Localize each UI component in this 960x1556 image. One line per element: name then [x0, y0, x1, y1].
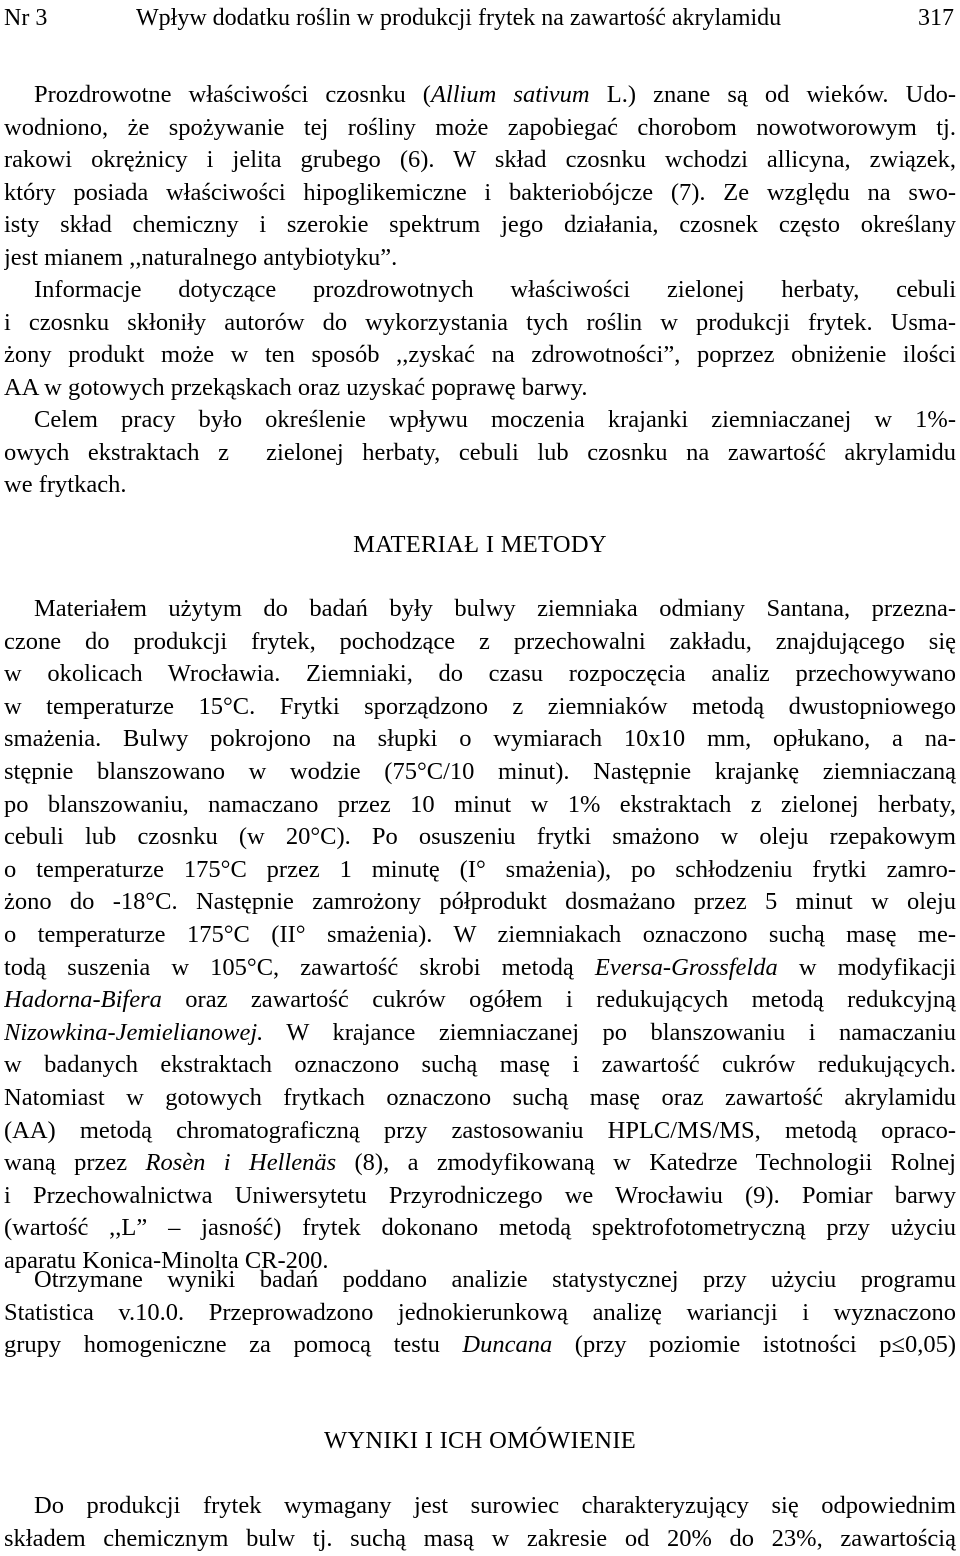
- issue-number: Nr 3: [4, 5, 48, 31]
- text-line: żony produkt może w ten sposób ,,zyskać na zdrowotności”, poprzez obniżenie ilości: [4, 341, 956, 369]
- methods-paragraph: [4, 593, 956, 1277]
- text-line: smażenia. Bulwy pokrojono na słupki o wymiarach 10x10 mm, opłukano, a na-: [4, 725, 956, 753]
- text-line: żono do -18°C. Następnie zamrożony półprodukt dosmażano przez 5 minut w oleju: [4, 888, 956, 916]
- text-line: Informacje dotyczące prozdrowotnych właściwości zielonej herbaty, cebuli: [34, 276, 956, 303]
- text-line: (wartość ,,L” – jasność) frytek dokonano metodą spektrofotometryczną przy użyciu: [4, 1214, 956, 1242]
- running-header: [4, 2, 954, 34]
- intro-paragraph-motivation: [4, 274, 956, 404]
- statistics-paragraph: [4, 1264, 956, 1362]
- text-line: wodniono, że spożywanie tej rośliny może zapobiegać chorobom nowotworowym tj.: [4, 113, 956, 141]
- text-line: waną przez Rosèn i Hellenäs (8), a zmodyfikowaną w Katedrze Technologii Rolnej: [4, 1149, 956, 1177]
- page-number: 317: [918, 5, 954, 31]
- section-heading-methods: MATERIAŁ I METODY: [353, 531, 607, 558]
- text-line: w temperaturze 15°C. Frytki sporządzono z ziemniaków metodą dwustopniowego: [4, 692, 956, 720]
- results-paragraph: [4, 1490, 956, 1555]
- method-author-name: Nizowkina-Jemielianowej.: [4, 1018, 264, 1046]
- text-line: po blanszowaniu, namaczano przez 10 minut w 1% ekstraktach z zielonej herbaty,: [4, 790, 956, 818]
- text-line: grupy homogeniczne za pomocą testu Duncana (przy poziomie istotności p≤0,05): [4, 1331, 956, 1359]
- text-line: isty skład chemiczny i szerokie spektrum jego działania, czosnek często określany: [4, 211, 956, 239]
- text-line: cebuli lub czosnku (w 20°C). Po osuszeniu frytki smażono w oleju rzepakowym: [4, 823, 956, 851]
- intro-paragraph-garlic: [4, 79, 956, 275]
- text-line: i Przechowalnictwa Uniwersytetu Przyrodniczego we Wrocławiu (9). Pomiar barwy: [4, 1181, 956, 1209]
- method-author-name: Eversa-Grossfelda: [594, 953, 778, 981]
- latin-name: Allium sativum: [430, 81, 590, 108]
- text-line: owych ekstraktach z zielonej herbaty, cebuli lub czosnku na zawartość akrylamidu: [4, 438, 956, 466]
- text-line: jest mianem ,,naturalnego antybiotyku”.: [4, 243, 398, 271]
- text-line: stępnie blanszowano w wodzie (75°C/10 minut). Następnie krajankę ziemniaczaną: [4, 757, 956, 785]
- text-line: Do produkcji frytek wymagany jest surowiec charakteryzujący się odpowiednim: [34, 1492, 956, 1519]
- text-line: w okolicach Wrocławia. Ziemniaki, do czasu rozpoczęcia analiz przechowywano: [4, 660, 956, 688]
- text-line: Statistica v.10.0. Przeprowadzono jednokierunkową analizę wariancji i wyznaczono: [4, 1298, 956, 1326]
- text-line: który posiada właściwości hipoglikemiczne i bakteriobójcze (7). Ze względu na swo-: [4, 178, 956, 206]
- text-line: w badanych ekstraktach oznaczono suchą masę i zawartość cukrów redukujących.: [4, 1051, 956, 1079]
- text-line: o temperaturze 175°C przez 1 minutę (I° smażenia), po schłodzeniu frytki zamro-: [4, 855, 956, 883]
- test-name: Duncana: [462, 1331, 553, 1359]
- text-line: todą suszenia w 105°C, zawartość skrobi metodą Eversa-Grossfelda w modyfikacji: [4, 953, 956, 981]
- text-line: we frytkach.: [4, 471, 127, 499]
- section-heading-results: WYNIKI I ICH OMÓWIENIE: [323, 1427, 637, 1454]
- running-title: Wpływ dodatku roślin w produkcji frytek na zawartość akrylamidu: [136, 5, 782, 31]
- text-line: Celem pracy było określenie wpływu moczenia krajanki ziemniaczanej w 1%-: [34, 406, 956, 433]
- text-line: Prozdrowotne właściwości czosnku (Allium sativum L.) znane są od wieków. Udo-: [34, 81, 956, 108]
- text-line: Hadorna-Bifera oraz zawartość cukrów ogółem i redukujących metodą redukcyjną: [4, 986, 956, 1014]
- method-author-name: Rosèn i Hellenäs: [145, 1149, 337, 1177]
- intro-paragraph-aim: [4, 404, 956, 502]
- text-line: składem chemicznym bulw tj. suchą masą w zakresie od 20% do 23%, zawartością: [4, 1524, 956, 1552]
- text-line: o temperaturze 175°C (II° smażenia). W ziemniakach oznaczono suchą masę me-: [4, 920, 956, 948]
- text-line: i czosnku skłoniły autorów do wykorzystania tych roślin w produkcji frytek. Usma-: [4, 308, 956, 336]
- text-line: Materiałem użytym do badań były bulwy ziemniaka odmiany Santana, przezna-: [34, 595, 956, 622]
- text-line: czone do produkcji frytek, pochodzące z przechowalni zakładu, znajdującego się: [4, 627, 956, 655]
- text-line: Otrzymane wyniki badań poddano analizie statystycznej przy użyciu programu: [34, 1266, 956, 1293]
- text-line: (AA) metodą chromatograficzną przy zastosowaniu HPLC/MS/MS, metodą opraco-: [4, 1116, 956, 1144]
- text-line: AA w gotowych przekąskach oraz uzyskać poprawę barwy.: [4, 373, 588, 401]
- text-line: aparatu Konica-Minolta CR-200.: [4, 1246, 329, 1274]
- method-author-name: Hadorna-Bifera: [4, 986, 162, 1014]
- text-line: Nizowkina-Jemielianowej. W krajance ziemniaczanej po blanszowaniu i namaczaniu: [4, 1018, 956, 1046]
- text-line: Natomiast w gotowych frytkach oznaczono suchą masę oraz zawartość akrylamidu: [4, 1083, 956, 1111]
- text-line: rakowi okrężnicy i jelita grubego (6). W skład czosnku wchodzi allicyna, związek,: [4, 146, 956, 174]
